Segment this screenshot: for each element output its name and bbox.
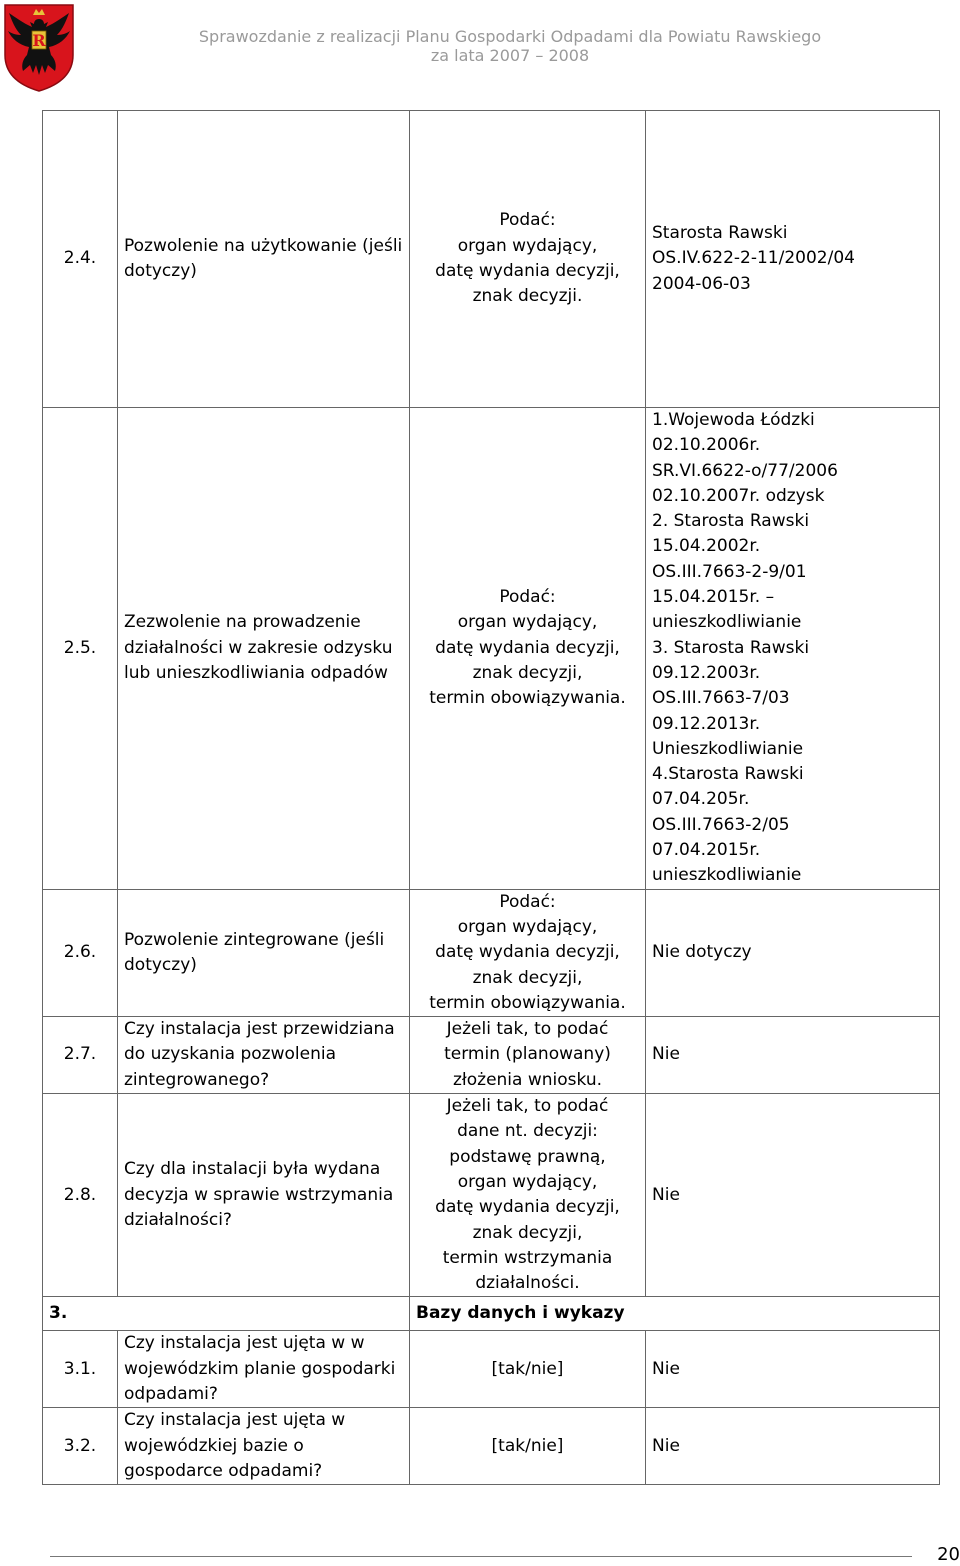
- row-description: Czy instalacja jest ujęta w w wojewódzkim planie gospodarki odpadami?: [118, 1331, 410, 1408]
- row-number: 2.4.: [43, 111, 118, 408]
- row-answer: Nie: [646, 1094, 940, 1297]
- crest-letter: R: [32, 31, 46, 50]
- row-requirement: [tak/nie]: [410, 1331, 646, 1408]
- table-row: [43, 111, 940, 408]
- row-requirement: Podać: organ wydający, datę wydania decyzji, znak decyzji, termin obowiązywania.: [410, 889, 646, 1016]
- coat-of-arms-eagle-icon: [3, 3, 75, 93]
- row-number: 3.1.: [43, 1331, 118, 1408]
- page-number: 20: [937, 1544, 960, 1565]
- table-row: [43, 889, 940, 1016]
- row-answer: Nie dotyczy: [646, 889, 940, 1016]
- document-title-line2: za lata 2007 – 2008: [430, 46, 590, 65]
- row-description: Czy instalacja jest przewidziana do uzyskania pozwolenia zintegrowanego?: [118, 1017, 410, 1094]
- section-title: Bazy danych i wykazy: [410, 1297, 940, 1331]
- row-answer: 1.Wojewoda Łódzki 02.10.2006r. SR.VI.6622-o/77/2006 02.10.2007r. odzysk 2. Starosta Rawski 15.04.2002r. OS.III.7663-2-9/01 15.04.2015r. – unieszkodliwianie 3. Starosta Rawski 09.12.2003r. OS.III.7663-7/03 09.12.2013r. Unieszkodliwianie 4.Starosta Rawski 07.04.205r. OS.III.7663-2/05 07.04.2015r. unieszkodliwianie: [646, 408, 940, 890]
- table-row: [43, 1094, 940, 1297]
- section-number: 3.: [43, 1297, 410, 1331]
- row-requirement: Jeżeli tak, to podać dane nt. decyzji: podstawę prawną, organ wydający, datę wydania decyzji, znak decyzji, termin wstrzymania działalności.: [410, 1094, 646, 1297]
- row-number: 2.5.: [43, 408, 118, 890]
- row-description: Czy dla instalacji była wydana decyzja w sprawie wstrzymania działalności?: [118, 1094, 410, 1297]
- table-row: [43, 408, 940, 890]
- row-requirement: Podać: organ wydający, datę wydania decyzji, znak decyzji, termin obowiązywania.: [410, 408, 646, 890]
- table-row: [43, 1408, 940, 1485]
- row-description: Czy instalacja jest ujęta w wojewódzkiej bazie o gospodarce odpadami?: [118, 1408, 410, 1485]
- document-title-line1: Sprawozdanie z realizacji Planu Gospodarki Odpadami dla Powiatu Rawskiego: [198, 27, 822, 46]
- row-answer: Starosta Rawski OS.IV.622-2-11/2002/04 2004-06-03: [646, 111, 940, 408]
- table-row: [43, 1017, 940, 1094]
- row-answer: Nie: [646, 1331, 940, 1408]
- row-requirement: Podać: organ wydający, datę wydania decyzji, znak decyzji.: [410, 111, 646, 408]
- row-number: 2.6.: [43, 889, 118, 1016]
- row-answer: Nie: [646, 1408, 940, 1485]
- row-requirement: [tak/nie]: [410, 1408, 646, 1485]
- row-requirement: Jeżeli tak, to podać termin (planowany) złożenia wniosku.: [410, 1017, 646, 1094]
- report-table: [42, 110, 940, 1485]
- row-answer: Nie: [646, 1017, 940, 1094]
- footer-divider: [50, 1556, 912, 1557]
- section-header-row: [43, 1297, 940, 1331]
- row-number: 2.7.: [43, 1017, 118, 1094]
- row-description: Pozwolenie zintegrowane (jeśli dotyczy): [118, 889, 410, 1016]
- row-description: Zezwolenie na prowadzenie działalności w zakresie odzysku lub unieszkodliwiania odpadów: [118, 408, 410, 890]
- row-number: 2.8.: [43, 1094, 118, 1297]
- table-row: [43, 1331, 940, 1408]
- crest-graphic: [3, 3, 75, 93]
- row-number: 3.2.: [43, 1408, 118, 1485]
- row-description: Pozwolenie na użytkowanie (jeśli dotyczy): [118, 111, 410, 408]
